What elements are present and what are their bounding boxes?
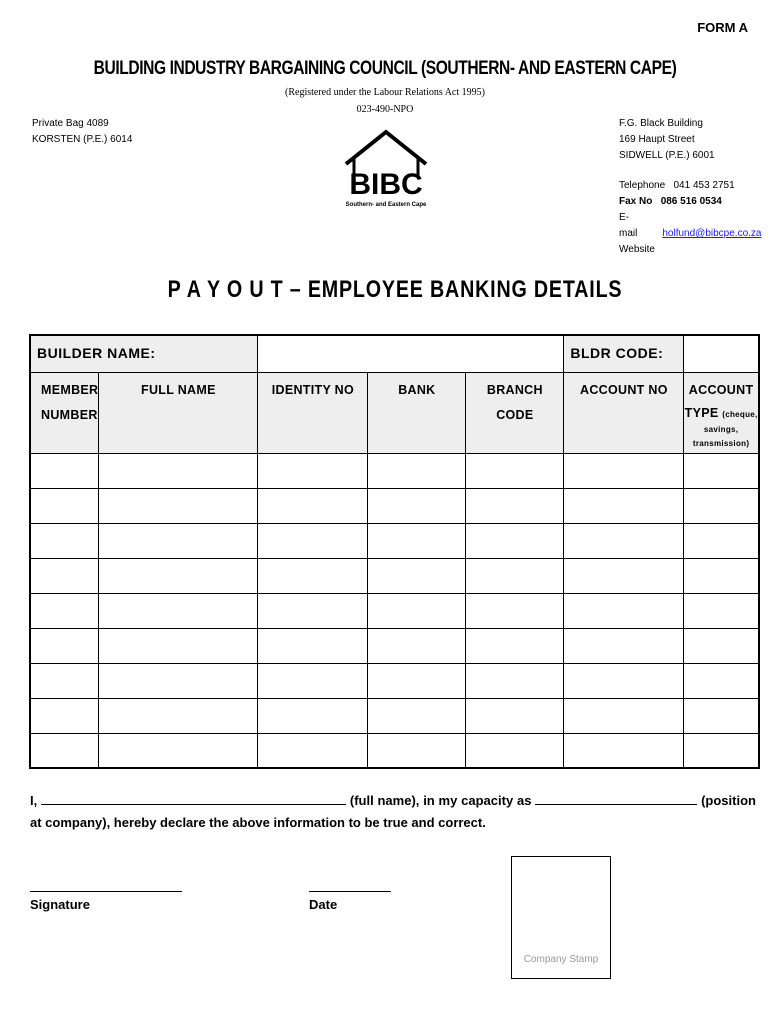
table-cell[interactable]	[258, 453, 368, 488]
col-full-name: FULL NAME	[99, 372, 258, 453]
bldr-code-label: BLDR CODE:	[564, 335, 684, 372]
postal-address	[32, 116, 132, 148]
table-cell[interactable]	[258, 663, 368, 698]
position-line[interactable]	[535, 792, 697, 805]
signature-line[interactable]	[30, 890, 182, 892]
col-branch-code: BRANCH CODE	[466, 372, 564, 453]
logo-text: BIBC	[349, 168, 423, 201]
logo-subtitle: Southern- and Eastern Cape	[345, 202, 427, 208]
table-cell[interactable]	[466, 733, 564, 768]
full-name-line[interactable]	[41, 792, 346, 805]
declaration-full-name: (full name), in my capacity as	[349, 793, 532, 808]
telephone-value: 041 453 2751	[673, 180, 735, 191]
table-cell[interactable]	[30, 698, 99, 733]
table-cell[interactable]	[684, 663, 759, 698]
table-row	[30, 488, 759, 523]
table-cell[interactable]	[368, 558, 466, 593]
table-row	[30, 593, 759, 628]
table-cell[interactable]	[564, 663, 684, 698]
email-label: E-mail	[619, 212, 638, 239]
table-cell[interactable]	[564, 453, 684, 488]
column-header-row	[30, 372, 759, 453]
page-title: P A Y O U T – EMPLOYEE BANKING DETAILS	[167, 276, 623, 303]
table-cell[interactable]	[564, 523, 684, 558]
table-row	[30, 698, 759, 733]
table-row	[30, 628, 759, 663]
declaration-position: (position at company), hereby declare the above information to be true and correct.	[30, 793, 756, 830]
table-cell[interactable]	[368, 663, 466, 698]
table-cell[interactable]	[258, 698, 368, 733]
telephone-label: Telephone	[619, 180, 666, 191]
col-member-number: MEMBER NUMBER	[30, 372, 99, 453]
table-cell[interactable]	[564, 593, 684, 628]
email-link[interactable]: holfund@bibcpe.co.za	[662, 228, 762, 239]
date-line[interactable]	[309, 890, 391, 892]
table-cell[interactable]	[564, 628, 684, 663]
table-cell[interactable]	[30, 628, 99, 663]
table-cell[interactable]	[684, 453, 759, 488]
table-row	[30, 558, 759, 593]
table-row	[30, 523, 759, 558]
table-cell[interactable]	[684, 488, 759, 523]
table-cell[interactable]	[99, 488, 258, 523]
col-identity-no: IDENTITY NO	[258, 372, 368, 453]
table-cell[interactable]	[99, 453, 258, 488]
table-cell[interactable]	[684, 523, 759, 558]
table-cell[interactable]	[30, 593, 99, 628]
table-row	[30, 663, 759, 698]
registration-note: (Registered under the Labour Relations Act 1995)	[285, 87, 485, 98]
table-cell[interactable]	[466, 453, 564, 488]
table-cell[interactable]	[684, 698, 759, 733]
table-cell[interactable]	[368, 453, 466, 488]
street-address-line: SIDWELL (P.E.) 6001	[619, 150, 715, 161]
table-cell[interactable]	[564, 733, 684, 768]
npo-number: 023-490-NPO	[356, 104, 414, 115]
table-cell[interactable]	[564, 488, 684, 523]
table-cell[interactable]	[30, 558, 99, 593]
table-cell[interactable]	[99, 523, 258, 558]
postal-address-line: KORSTEN (P.E.) 6014	[32, 134, 133, 145]
table-cell[interactable]	[30, 453, 99, 488]
declaration-i: I,	[30, 793, 38, 808]
bibc-logo	[340, 128, 432, 210]
street-address-line: 169 Haupt Street	[619, 134, 695, 145]
col-account-type: ACCOUNT TYPE (cheque, savings, transmission)	[684, 372, 759, 453]
table-cell[interactable]	[368, 488, 466, 523]
table-cell[interactable]	[564, 558, 684, 593]
table-cell[interactable]	[466, 663, 564, 698]
fax-value: 086 516 0534	[660, 196, 722, 207]
form-label: FORM A	[697, 20, 748, 35]
table-cell[interactable]	[684, 593, 759, 628]
table-cell[interactable]	[99, 663, 258, 698]
table-cell[interactable]	[684, 733, 759, 768]
table-cell[interactable]	[466, 523, 564, 558]
table-cell[interactable]	[466, 593, 564, 628]
contact-details	[619, 178, 770, 258]
table-cell[interactable]	[99, 698, 258, 733]
table-cell[interactable]	[258, 628, 368, 663]
table-cell[interactable]	[466, 698, 564, 733]
table-cell[interactable]	[368, 628, 466, 663]
table-cell[interactable]	[30, 488, 99, 523]
table-cell[interactable]	[30, 523, 99, 558]
table-row	[30, 733, 759, 768]
bldr-code-field[interactable]	[684, 335, 759, 372]
street-address-line: F.G. Black Building	[619, 118, 703, 129]
table-cell[interactable]	[368, 733, 466, 768]
table-cell[interactable]	[99, 558, 258, 593]
builder-name-field[interactable]	[258, 335, 564, 372]
table-cell[interactable]	[99, 733, 258, 768]
builder-name-label: BUILDER NAME:	[30, 335, 258, 372]
company-stamp-label: Company Stamp	[523, 954, 599, 965]
website-label: Website	[619, 244, 655, 255]
table-cell[interactable]	[258, 523, 368, 558]
table-cell[interactable]	[684, 558, 759, 593]
table-cell[interactable]	[258, 488, 368, 523]
table-cell[interactable]	[466, 558, 564, 593]
table-row	[30, 453, 759, 488]
table-cell[interactable]	[30, 663, 99, 698]
date-label: Date	[309, 897, 338, 912]
col-account-no: ACCOUNT NO	[564, 372, 684, 453]
table-cell[interactable]	[368, 523, 466, 558]
fax-label: Fax No	[619, 196, 653, 207]
table-cell[interactable]	[99, 593, 258, 628]
banking-details-table	[29, 334, 760, 769]
table-cell[interactable]	[30, 733, 99, 768]
table-cell[interactable]	[258, 733, 368, 768]
street-address	[619, 116, 715, 164]
table-cell[interactable]	[684, 628, 759, 663]
table-cell[interactable]	[466, 488, 564, 523]
postal-address-line: Private Bag 4089	[32, 118, 109, 129]
table-cell[interactable]	[368, 593, 466, 628]
table-cell[interactable]	[258, 558, 368, 593]
table-cell[interactable]	[368, 698, 466, 733]
col-bank: BANK	[368, 372, 466, 453]
table-cell[interactable]	[99, 628, 258, 663]
table-cell[interactable]	[258, 593, 368, 628]
signature-label: Signature	[30, 897, 90, 912]
council-title: BUILDING INDUSTRY BARGAINING COUNCIL (SOUTHERN- AND EASTERN CAPE)	[93, 58, 677, 79]
declaration	[30, 790, 756, 834]
table-cell[interactable]	[466, 628, 564, 663]
table-cell[interactable]	[564, 698, 684, 733]
